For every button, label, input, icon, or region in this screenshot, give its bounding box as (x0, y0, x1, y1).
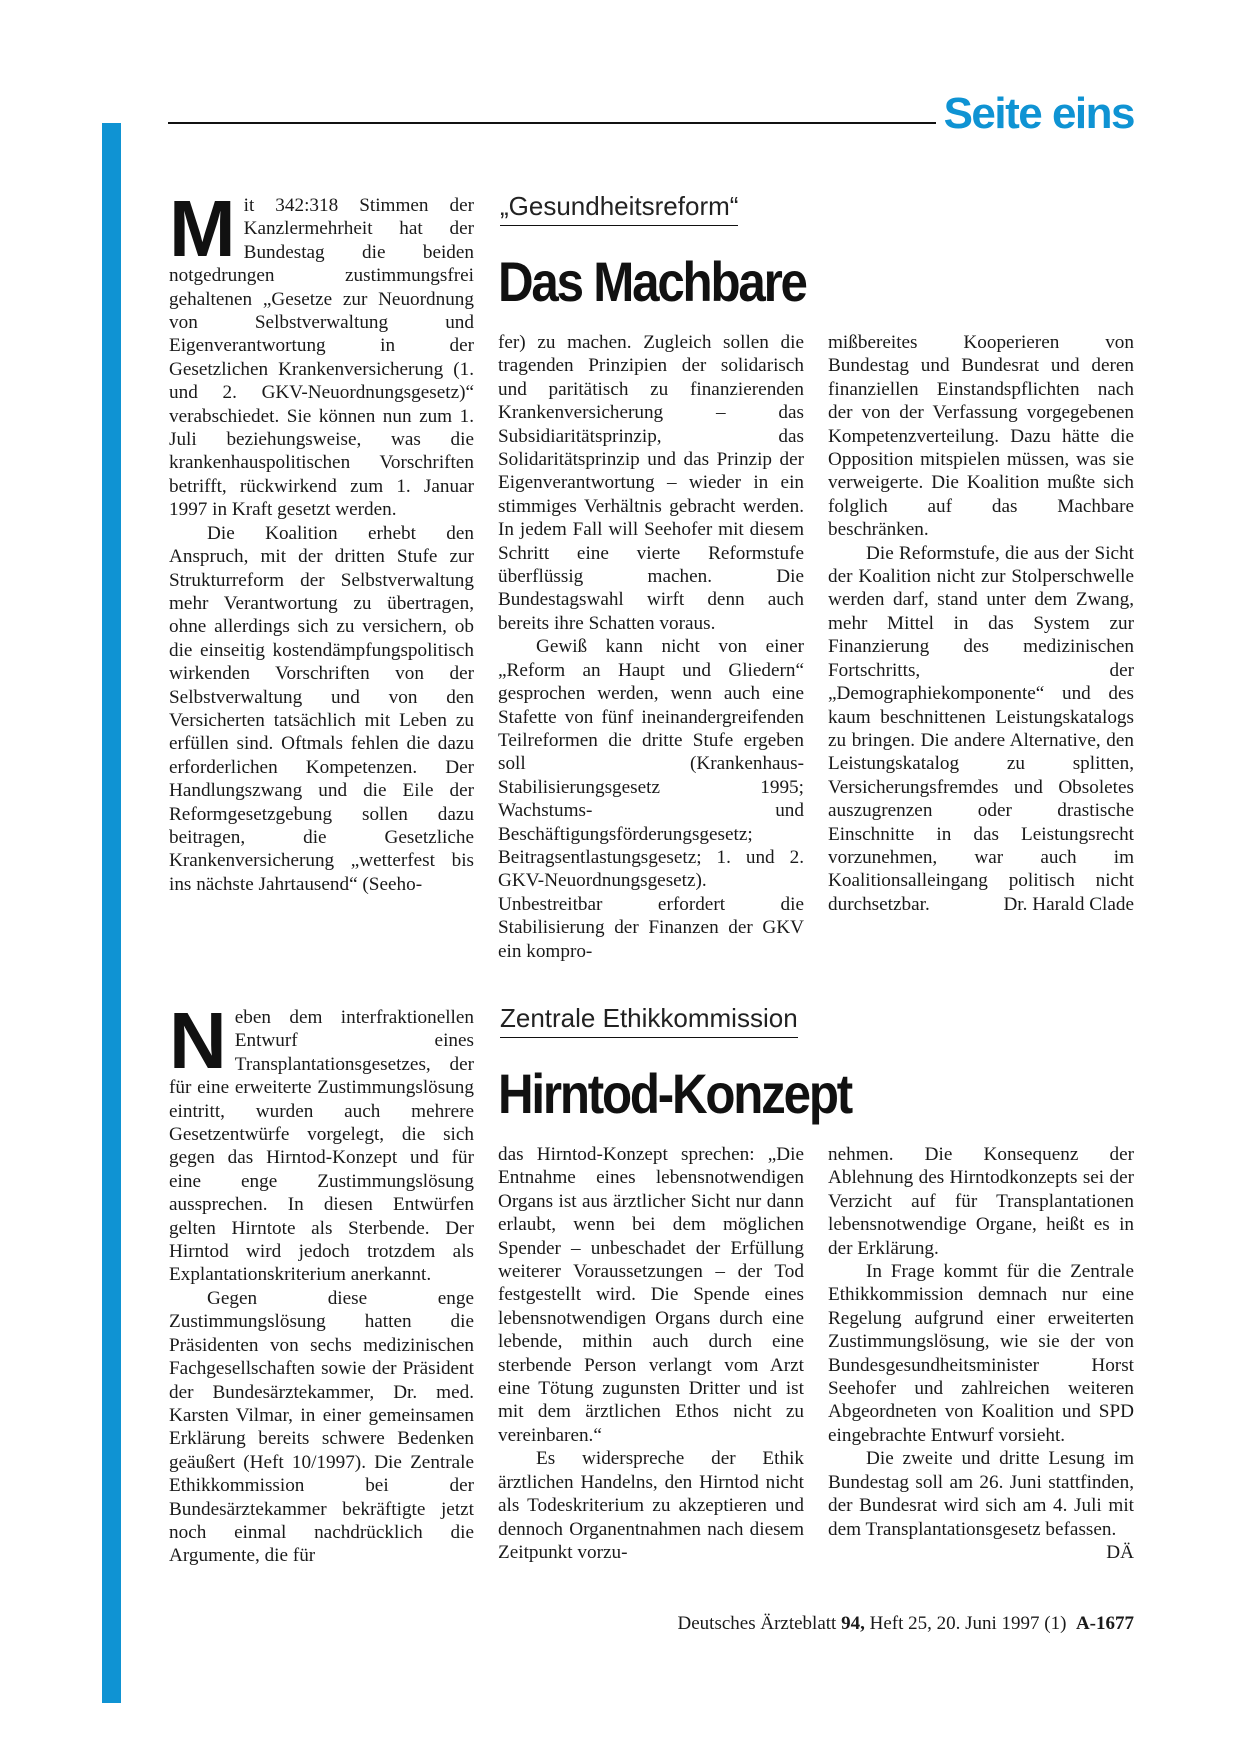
article2-col3-para-2: In Frage kommt für die Zentrale Ethikkommission demnach nur eine Regelung aufgrund einer erweiterten Zustimmungslösung, wie sie der von Bundesgesundheitsminister Horst Seehofer und zahlreichen weiteren Abgeordneten von Koalition und SPD eingebrachte Entwurf vorsieht. (828, 1261, 1134, 1446)
article1-headline: Das Machbare (498, 250, 806, 313)
article2-column-1 (169, 996, 474, 1568)
article1-col2-para-2: Gewiß kann nicht von einer „Reform an Haupt und Gliedern“ gesprochen werden, wenn auch eine Stafette von fünf ineinandergreifenden Teilreformen die dritte Stufe ergeben soll (Krankenhaus-Stabilisierungsgesetz 1995; Wachstums- und Beschäftigungsförderungsgesetz; Beitragsentlastungsgesetz; 1. und 2. GKV-Neuordnungsgesetz). Unbestreitbar erfordert die Stabilisierung der Finanzen der GKV ein kompro- (498, 636, 804, 962)
article2-kicker: Zentrale Ethikkommission (500, 1002, 798, 1038)
page-footer (678, 1612, 1134, 1636)
article1-dropcap: M (169, 184, 236, 273)
article1-col3-para-1: mißbereites Kooperieren von Bundestag und Bundesrat und deren finanziellen Einstandspflichten nach der von der Verfassung vorgegebenen Kompetenzverteilung. Dazu hätte die Opposition mitspielen müssen, was sie verweigerte. Die Koalition mußte sich folglich auf das Machbare beschränken. (828, 332, 1134, 541)
section-label: Seite eins (943, 89, 1134, 138)
article1-col1-para-1 (169, 184, 474, 522)
footer-page-number: A-1677 (1075, 1613, 1134, 1634)
article2-col1-text-1: eben dem interfraktionellen Entwurf eines Transplantationsgesetzes, der für eine erweiterte Zustimmungslösung eintritt, wurden auch mehrere Gesetzentwürfe vorgelegt, die sich gegen das Hirntod-Konzept und für eine enge Zustimmungslösung aussprechen. In diesen Entwürfen gelten Hirntote als Sterbende. Der Hirntod wird jedoch trotzdem als Explantationskriterium anerkannt. (169, 1007, 474, 1286)
article1-col2-para-1: fer) zu machen. Zugleich sollen die tragenden Prinzipien der solidarisch und paritätisch zu finanzierenden Krankenversicherung – das Subsidiaritätsprinzip, das Solidaritätsprinzip und das Prinzip der Eigenverantwortung – wieder in ein stimmiges Verhältnis gebracht werden. In jedem Fall will Seehofer mit diesem Schritt eine vierte Reformstufe überflüssig machen. Die Bundestagswahl wirft denn auch bereits ihre Schatten voraus. (498, 332, 804, 634)
article1-author: Dr. Harald Clade (1003, 893, 1134, 915)
article1-col1-para-2: Die Koalition erhebt den Anspruch, mit der dritten Stufe zur Strukturreform der Selbstverwaltung mehr Verantwortung zu übertragen, ohne allerdings sich zu versichern, ob die einseitig kostendämpfungspolitisch wirkenden Vorschriften von der Selbstverwaltung und von den Versicherten tatsächlich mit Leben zu erfüllen sind. Oftmals fehlen die dazu erforderlichen Kompetenzen. Der Handlungszwang und die Eile der Reformgesetzgebung sollen dazu beitragen, die Gesetzliche Krankenversicherung „wetterfest bis ins nächste Jahrtausend“ (Seeho- (169, 522, 474, 895)
article2-column-3 (828, 1143, 1134, 1564)
article2-headline: Hirntod-Konzept (498, 1062, 851, 1125)
article2-author: DÄ (1106, 1541, 1134, 1563)
article1-col3-para-2 (828, 542, 1134, 917)
footer-issue: Heft 25, 20. Juni 1997 (1) (869, 1613, 1067, 1634)
article2-col3-para-3 (828, 1447, 1134, 1563)
article2-col2-para-1: das Hirntod-Konzept sprechen: „Die Entnahme eines lebensnotwendigen Organs ist aus ärztlicher Sicht nur dann erlaubt, wenn bei dem möglichen Spender – unbeschadet der Erfüllung weiterer Voraussetzungen – der Tod festgestellt wird. Die Spende eines lebensnotwendigen Organs durch eine lebende, mithin auch durch eine sterbende Person verlangt vom Arzt eine Tötung zugunsten Dritter und ist mit dem ärztlichen Ethos nicht zu vereinbaren.“ (498, 1144, 804, 1446)
article1-col1-text-1: it 342:318 Stimmen der Kanzlermehrheit hat der Bundestag die beiden notgedrungen zustimmungsfrei gehaltenen „Gesetze zur Neuordnung von Selbstverwaltung und Eigenverantwortung in der Gesetzlichen Krankenversicherung (1. und 2. GKV-Neuordnungsgesetz)“ verabschiedet. Sie können nun zum 1. Juli beziehungsweise, was die krankenhauspolitischen Vorschriften betrifft, rückwirkend zum 1. Januar 1997 in Kraft gesetzt werden. (169, 195, 474, 521)
accent-side-bar (102, 123, 121, 1703)
article1-column-2 (498, 331, 804, 963)
article2-col3-text-3: Die zweite und dritte Lesung im Bundestag soll am 26. Juni stattfinden, der Bundesrat wird sich am 4. Juli mit dem Transplantationsgesetz befassen. (828, 1448, 1134, 1540)
article2-col2-para-2: Es widerspreche der Ethik ärztlichen Handelns, den Hirntod nicht als Todeskriterium zu akzeptieren und dennoch Organentnahmen nach diesem Zeitpunkt vorzu- (498, 1448, 804, 1563)
footer-journal: Deutsches Ärzteblatt (677, 1613, 837, 1634)
article2-col3-para-1: nehmen. Die Konsequenz der Ablehnung des Hirntodkonzepts sei der Verzicht auf für Transplantationen lebensnotwendige Organe, heißt es in der Erklärung. (828, 1144, 1134, 1259)
footer-volume: 94, (841, 1613, 865, 1634)
article1-column-1 (169, 184, 474, 896)
article2-col1-para-1 (169, 996, 474, 1287)
article1-kicker: „Gesundheitsreform“ (500, 190, 738, 226)
article1-column-3 (828, 331, 1134, 916)
article1-col3-text-2: Die Reformstufe, die aus der Sicht der Koalition nicht zur Stolperschwelle werden darf, stand unter dem Zwang, mehr Mittel in das System zur Finanzierung des medizinischen Fortschritts, der „Demographiekomponente“ und des kaum beschnittenen Leistungskatalogs zu bringen. Die andere Alternative, den Leistungskatalog zu splitten, Versicherungsfremdes und Obsoletes auszugrenzen oder drastische Einschnitte in das Leistungsrecht vorzunehmen, war auch im Koalitionsalleingang politisch nicht durchsetzbar. (828, 542, 1134, 915)
article2-column-2 (498, 1143, 804, 1564)
article2-col1-para-2: Gegen diese enge Zustimmungslösung hatten die Präsidenten von sechs medizinischen Fachgesellschaften sowie der Präsident der Bundesärztekammer, Dr. med. Karsten Vilmar, in einer gemeinsamen Erklärung bereits schwere Bedenken geäußert (Heft 10/1997). Die Zentrale Ethikkommission bei der Bundesärztekammer bekräftigte jetzt noch einmal nachdrücklich die Argumente, die für (169, 1287, 474, 1567)
article2-dropcap: N (169, 996, 227, 1085)
header-rule (168, 122, 936, 124)
